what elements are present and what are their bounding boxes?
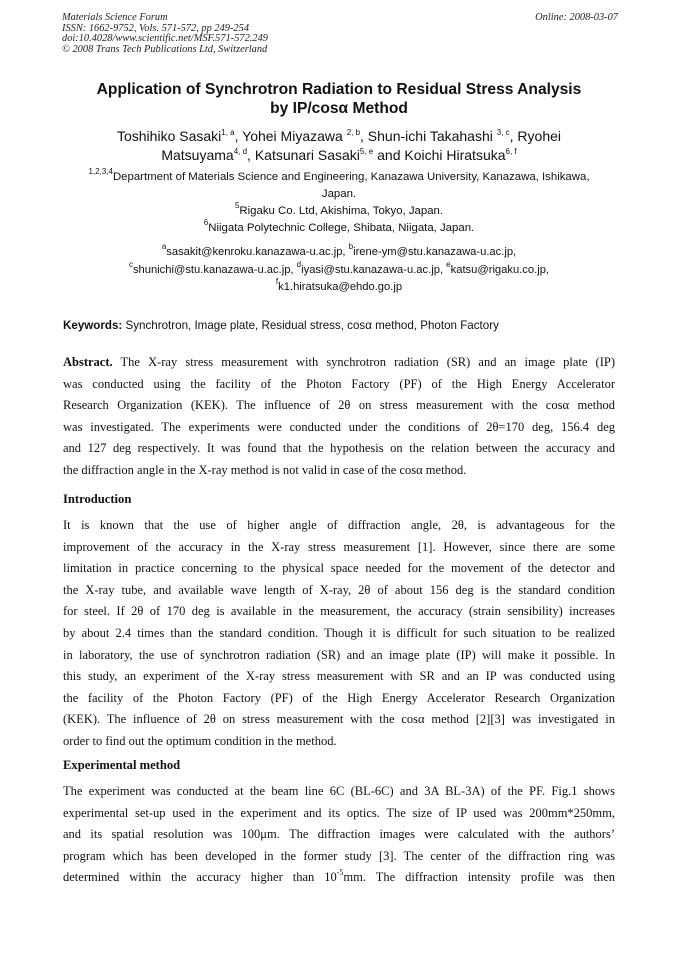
author-name: , Katsunari Sasaki	[247, 147, 360, 163]
author-superscript: 5, e	[359, 147, 374, 156]
author-list	[40, 127, 638, 165]
author-name: Matsuyama	[161, 147, 234, 163]
email-superscript: e	[446, 259, 451, 269]
author-line-2	[40, 146, 638, 165]
email-link[interactable]: irene-ym@stu.kanazawa-u.ac.jp,	[353, 246, 517, 258]
email-superscript: f	[275, 277, 279, 286]
journal-issn: ISSN: 1662-9752, Vols. 571-572, pp 249-254	[62, 22, 250, 34]
body-line: It is known that the use of higher angle of diffraction angle, 2θ, is advantageous for the	[63, 518, 615, 532]
keywords-text: Synchrotron, Image plate, Residual stress, cosα method, Photon Factory	[122, 319, 499, 332]
body-line: this study, an experiment of the X-ray stress measurement with SR and an IP was conducted using	[63, 669, 615, 684]
body-line: experimental set-up used in the experiment and its optics. The size of IP used was 200mm*250mm,	[63, 805, 615, 820]
title-line-2: by IP/cosα Method	[270, 100, 408, 117]
email-superscript: d	[296, 259, 302, 269]
experimental-body	[63, 781, 615, 889]
body-line: in laboratory, the use of synchrotron radiation (SR) and an image plate (IP) will make it possible. In	[63, 647, 615, 662]
journal-copyright: © 2008 Trans Tech Publications Ltd, Switzerland	[62, 43, 268, 55]
body-line: The experiment was conducted at the beam line 6C (BL-6C) and 3A BL-3A) of the PF. Fig.1 shows	[63, 784, 615, 798]
abstract-line: the diffraction angle in the X-ray method is not valid in case of the cosα method.	[63, 462, 467, 477]
author-superscript: 3, c	[496, 128, 510, 137]
email-link[interactable]: katsu@rigaku.co.jp,	[450, 263, 550, 276]
affiliation-text: Rigaku Co. Ltd, Akishima, Tokyo, Japan.	[239, 205, 444, 217]
section-heading-introduction: Introduction	[63, 492, 132, 506]
title-line-1: Application of Synchrotron Radiation to Residual Stress Analysis	[96, 81, 582, 98]
affiliation-superscript: 5	[234, 201, 240, 210]
body-line: limitation in practice concerning to the physical space needed for the movement of the detector and	[63, 561, 615, 576]
journal-doi: doi:10.4028/www.scientific.net/MSF.571-572.249	[62, 33, 268, 45]
body-text: determined within the accuracy higher than 10	[63, 870, 337, 885]
email-link[interactable]: shunichi@stu.kanazawa-u.ac.jp,	[132, 263, 297, 276]
body-text: mm. The diffraction intensity profile was then	[343, 870, 615, 885]
body-line: program which has been developed in the former study [3]. The center of the diffraction ring was	[63, 848, 615, 863]
abstract-line: Research Organization (KEK). The influence of 2θ on stress measurement with the cosα method	[63, 398, 615, 413]
abstract-line: was investigated. The experiments were conducted under the conditions of 2θ=170 deg, 156.4 deg	[63, 419, 615, 434]
journal-info	[62, 13, 268, 55]
author-name: , Ryohei	[509, 128, 562, 144]
affiliation-3	[40, 220, 638, 237]
body-line: the facility of the Photon Factory (PF) of the High Energy Accelerator Research Organization	[63, 690, 615, 705]
affiliation-superscript: 1,2,3,4	[88, 167, 113, 176]
body-line: by about 2.4 times than the standard condition. Though it is difficult for such situation to be realized	[63, 625, 615, 640]
body-line	[63, 867, 615, 889]
body-line: for steel. If 2θ of 170 deg is available in the measurement, the accuracy (strain sensibility) increases	[63, 604, 615, 619]
introduction-body	[63, 515, 615, 753]
affiliation-text: Niigata Polytechnic College, Shibata, Niigata, Japan.	[208, 222, 475, 234]
author-superscript: 6, f	[505, 147, 517, 156]
affiliation-text: Department of Materials Science and Engineering, Kanazawa University, Kanazawa, Ishikawa,	[112, 171, 590, 183]
body-line: and its spatial resolution was 100μm. The diffraction images were calculated with the authors’	[63, 827, 615, 842]
author-name: , Yohei Miyazawa	[234, 128, 347, 144]
abstract-line: was conducted using the facility of the Photon Factory (PF) of the High Energy Accelerator	[63, 376, 615, 391]
abstract	[63, 352, 615, 482]
author-name: , Shun-ichi Takahashi	[360, 128, 497, 144]
section-heading-experimental-method: Experimental method	[63, 758, 181, 772]
email-link[interactable]: sasakit@kenroku.kanazawa-u.ac.jp,	[166, 246, 349, 258]
body-line: order to find out the optimum condition in the method.	[63, 733, 337, 748]
paper-title	[40, 80, 638, 118]
affiliation-superscript: 6	[203, 218, 209, 227]
keywords	[63, 318, 499, 334]
email-superscript: b	[348, 242, 354, 251]
email-superscript: c	[128, 259, 133, 269]
abstract-text: The X-ray stress measurement with synchrotron radiation (SR) and an image plate (IP)	[112, 355, 615, 369]
author-emails	[40, 244, 638, 297]
body-line: (KEK). The influence of 2θ on stress measurement with the cosα method [2][3] was investigated in	[63, 712, 615, 727]
author-superscript: 4, d	[233, 147, 248, 156]
author-name: and Koichi Hiratsuka	[373, 147, 506, 163]
keywords-label: Keywords:	[63, 319, 123, 332]
author-name: Toshihiko Sasaki	[116, 128, 222, 144]
author-superscript: 2, b	[346, 128, 361, 137]
author-line-1	[40, 127, 638, 146]
affiliation-2	[40, 203, 638, 220]
journal-name: Materials Science Forum	[62, 12, 168, 23]
email-superscript: a	[161, 242, 167, 251]
email-link[interactable]: iyasi@stu.kanazawa-u.ac.jp,	[301, 263, 447, 276]
affiliation-text: Japan.	[321, 188, 357, 200]
author-superscript: 1, a	[221, 128, 235, 137]
affiliation-1	[40, 169, 638, 203]
body-line: the X-ray tube, and available wave length of X-ray, 2θ of about 156 deg is the standard condition	[63, 582, 615, 597]
email-link[interactable]: k1.hiratsuka@ehdo.go.jp	[278, 281, 403, 293]
body-line: improvement of the accuracy in the X-ray stress measurement [1]. However, since there are some	[63, 539, 615, 554]
abstract-label: Abstract.	[63, 355, 113, 369]
abstract-line: and 127 deg respectively. It was found that the hypothesis on the relation between the accuracy and	[63, 441, 615, 456]
online-date: Online: 2008-03-07	[535, 12, 618, 23]
exponent-superscript: -5	[336, 868, 344, 878]
